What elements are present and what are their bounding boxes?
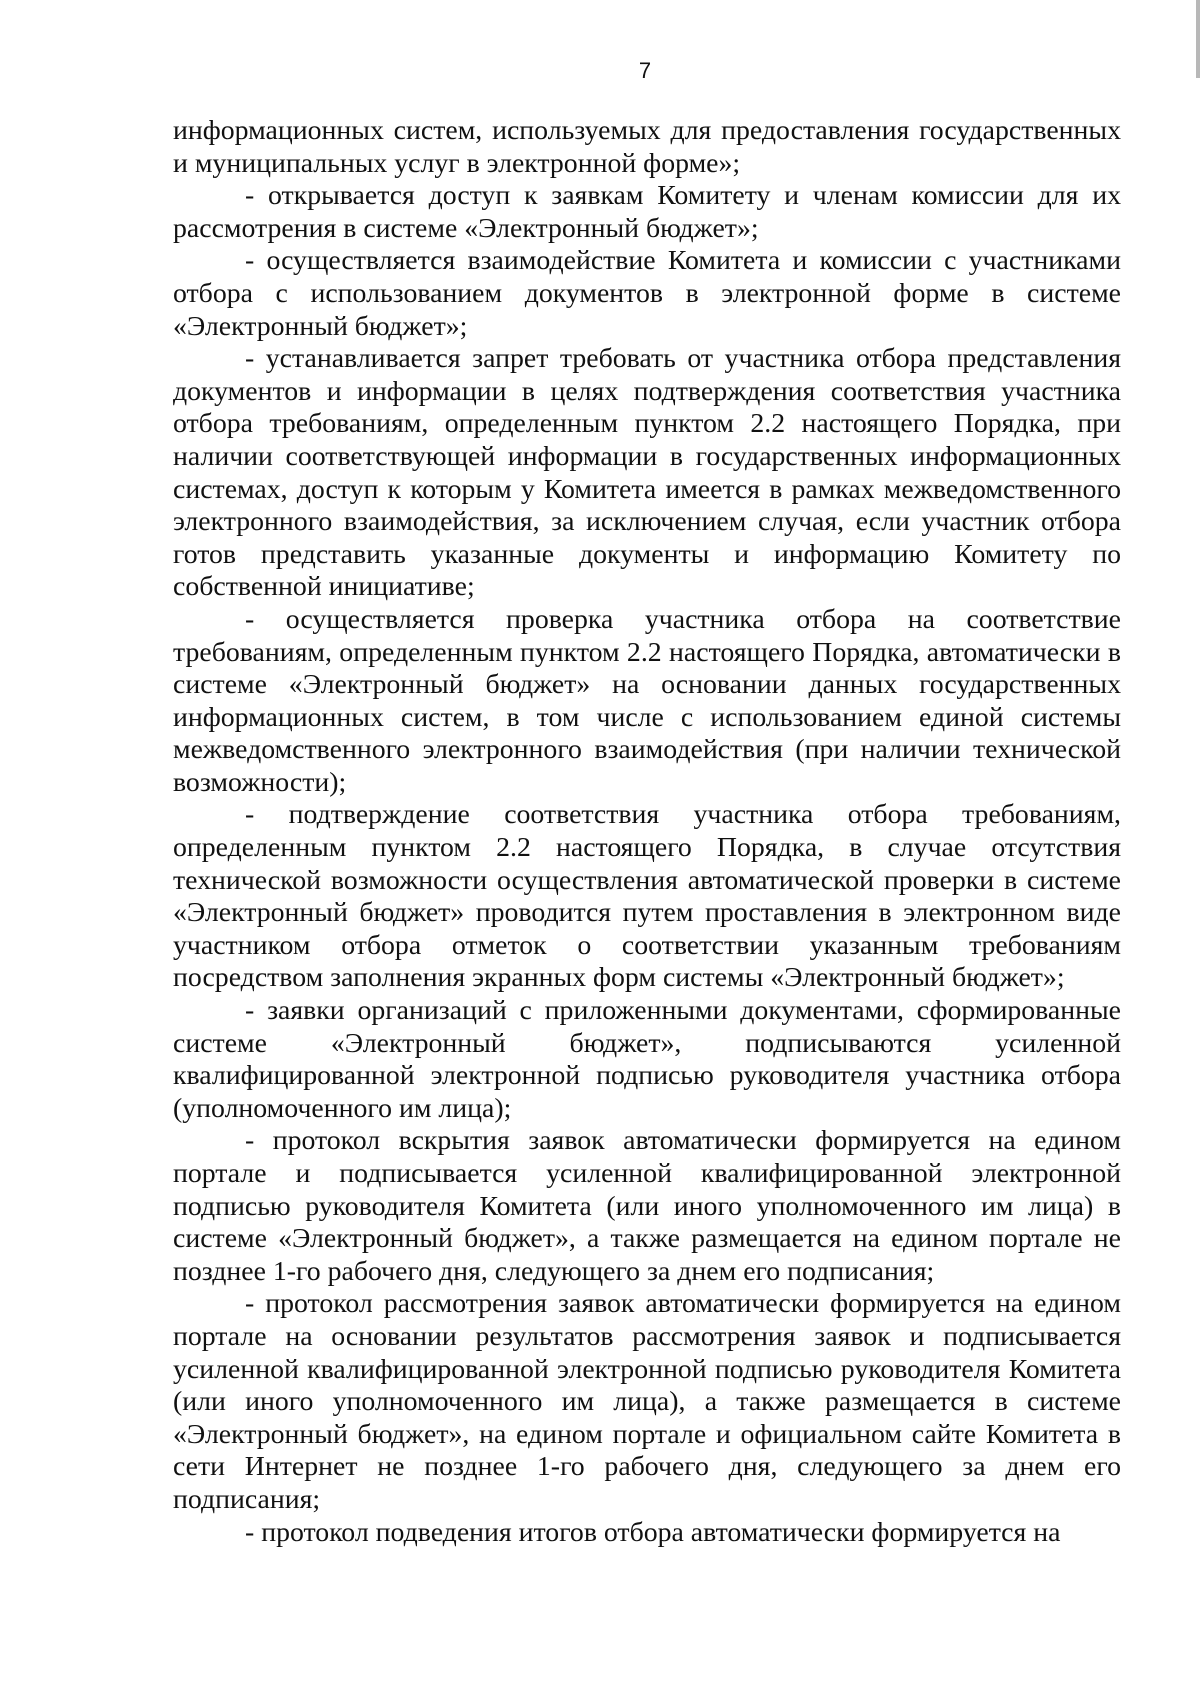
- list-item-review-protocol: - протокол рассмотрения заявок автоматически формируется на едином портале на основании результатов рассмотрения заявок и подписывается усиленной квалифицированной электронной подписью руководителя Комитета (или иного уполномоченного им лица), а также размещается в системе «Электронный бюджет», на едином портале и официальном сайте Комитета в сети Интернет не позднее 1-го рабочего дня, следующего за днем его подписания;: [173, 1288, 1121, 1515]
- list-item-request-prohibition: - устанавливается запрет требовать от участника отбора представления документов и информации в целях подтверждения соответствия участника отбора требованиям, определенным пунктом 2.2 настоящего Порядка, при наличии соответствующей информации в государственных информационных системах, доступ к которым у Комитета имеется в рамках межведомственного электронного взаимодействия, за исключением случая, если участник отбора готов представить указанные документы и информацию Комитету по собственной инициативе;: [173, 343, 1121, 603]
- list-item-applications-signing: - заявки организаций с приложенными документами, сформированные системе «Электронный бюджет», подписываются усиленной квалифицированной электронной подписью руководителя участника отбора (уполномоченного им лица);: [173, 995, 1121, 1124]
- paragraph-continuation: информационных систем, используемых для предоставления государственных и муниципальных услуг в электронной форме»;: [173, 115, 1121, 179]
- document-body: [173, 115, 1121, 1549]
- list-item-compliance-confirmation: - подтверждение соответствия участника отбора требованиям, определенным пунктом 2.2 настоящего Порядка, в случае отсутствия технической возможности осуществления автоматической проверки в системе «Электронный бюджет» проводится путем проставления в электронном виде участником отбора отметок о соответствии указанным требованиям посредством заполнения экранных форм системы «Электронный бюджет»;: [173, 799, 1121, 994]
- page-number: 7: [638, 58, 652, 83]
- list-item-opening-protocol: - протокол вскрытия заявок автоматически формируется на едином портале и подписывается усиленной квалифицированной электронной подписью руководителя Комитета (или иного уполномоченного им лица) в системе «Электронный бюджет», а также размещается на едином портале не позднее 1-го рабочего дня, следующего за днем его подписания;: [173, 1125, 1121, 1287]
- list-item-interaction: - осуществляется взаимодействие Комитета и комиссии с участниками отбора с использованием документов в электронной форме в системе «Электронный бюджет»;: [173, 245, 1121, 342]
- list-item-automatic-check: - осуществляется проверка участника отбора на соответствие требованиям, определенным пунктом 2.2 настоящего Порядка, автоматически в системе «Электронный бюджет» на основании данных государственных информационных систем, в том числе с использованием единой системы межведомственного электронного взаимодействия (при наличии технической возможности);: [173, 603, 1121, 798]
- list-item-results-protocol: - протокол подведения итогов отбора автоматически формируется на: [245, 1516, 1061, 1548]
- list-item-applications-access: - открывается доступ к заявкам Комитету и членам комиссии для их рассмотрения в системе «Электронный бюджет»;: [173, 180, 1121, 244]
